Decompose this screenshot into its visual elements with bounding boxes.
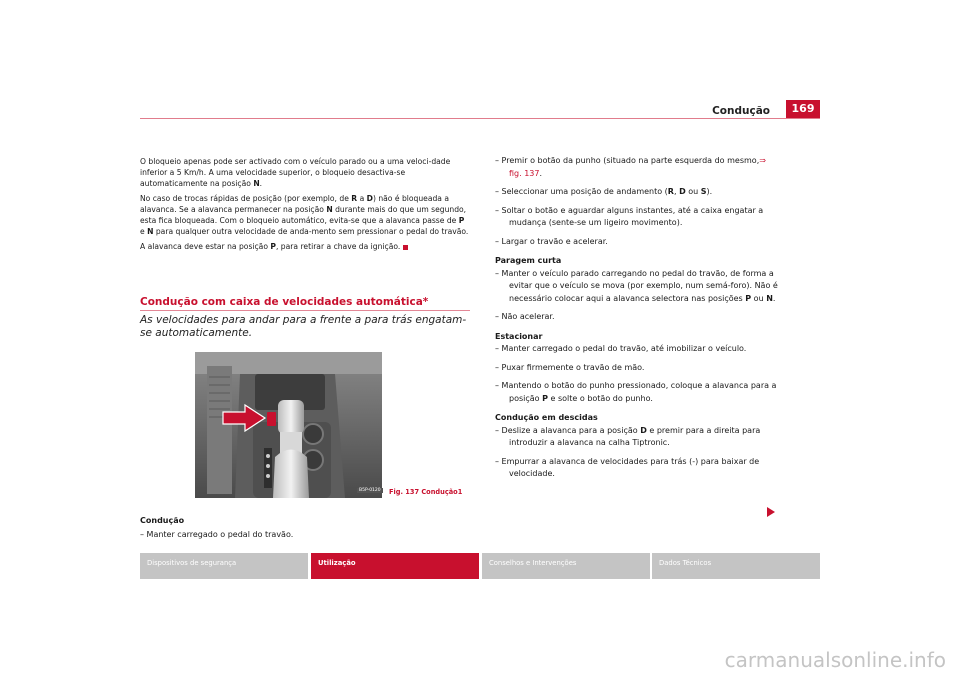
section-divider [140, 310, 470, 311]
pg1ou: ou [751, 293, 767, 303]
rs1a: – Premir o botão da punho (situado na parte esquerda do mesmo, [495, 156, 760, 165]
rs2s1: , [673, 187, 680, 196]
page-number: 169 [786, 100, 820, 118]
tab-utilizacao[interactable]: Utilização [311, 553, 479, 579]
p2n2: N [147, 227, 154, 236]
gear-lever-illustration [195, 352, 382, 498]
section-intro: As velocidades para andar para a frente a para trás engatam-se automaticamente. [140, 314, 467, 339]
p3p: P [270, 242, 276, 251]
rs2s: S [700, 187, 707, 196]
watermark: carmanualsonline.info [724, 648, 946, 672]
descidas-step-2: – Empurrar a alavanca de velocidades para trás (-) para baixar de velocidade. [495, 456, 760, 478]
right-step-4: – Largar o travão e acelerar. [495, 236, 608, 246]
d1b: e premir para a direita para introduzir a alavanca na calha Tiptronic. [509, 425, 761, 447]
left-step-1: – Manter carregado o pedal do travão. [140, 530, 294, 539]
right-step-3: – Soltar o botão e aguardar alguns instantes, até a caixa engatar a mudança (sente-se um ligeiro movimento). [495, 205, 764, 227]
subheading-conducao: Condução [140, 516, 185, 525]
rs2ou: ou [685, 187, 701, 196]
section-heading: Condução com caixa de velocidades automática* [140, 296, 429, 308]
end-of-section-marker [403, 245, 408, 250]
p2f: e [140, 227, 148, 236]
figure-code: B5P-0120 [359, 488, 381, 493]
paragraph-2 [140, 193, 470, 237]
heading-conducao-descidas: Condução em descidas [495, 413, 598, 422]
estacionar-step-1: – Manter carregado o pedal do travão, até imobilizar o veículo. [495, 344, 747, 353]
paragem-step-2: – Não acelerar. [495, 312, 555, 321]
rs2r: R [667, 187, 674, 196]
p2g: para qualquer outra velocidade de anda-mento sem pressionar o pedal do travão. [153, 227, 469, 236]
para1-bold: N [253, 179, 260, 188]
paragem-step-1 [495, 268, 780, 306]
estacionar-step-3 [495, 380, 780, 405]
rs2b: ). [706, 187, 713, 196]
heading-paragem-curta: Paragem curta [495, 256, 562, 265]
page-title: Condução [712, 105, 770, 117]
paragraph-1: O bloqueio apenas pode ser activado com o veículo parado ou a uma veloci-dade inferior a 5 Km/h. A uma velocidade superior, o bloqueio desactiva-se automaticamente na posição N. [140, 157, 451, 188]
right-step-2 [495, 186, 780, 199]
p2b: a [357, 194, 367, 203]
rs2a: – Seleccionar uma posição de andamento ( [495, 187, 668, 196]
tab-dados-tecnicos[interactable]: Dados Técnicos [652, 553, 820, 579]
e3a: – Mantendo o botão do punho pressionado, coloque a alavanca para a posição [495, 381, 777, 403]
heading-estacionar: Estacionar [495, 331, 543, 341]
p3b: , para retirar a chave da ignição. [275, 242, 401, 251]
d1a: – Deslize a alavanca para a posição [495, 425, 641, 435]
right-column [495, 155, 780, 481]
tab-dispositivos-seguranca[interactable]: Dispositivos de segurança [140, 553, 308, 579]
e3b: e solte o botão do punho. [547, 393, 653, 403]
pg1n: N [766, 293, 773, 303]
paragraph-3 [140, 241, 470, 252]
right-step-1 [495, 155, 780, 180]
figure-caption: Fig. 137 Condução1 [389, 488, 463, 496]
header-divider [140, 118, 820, 119]
estacionar-step-2: – Puxar firmemente o travão de mão. [495, 362, 645, 372]
figure-gear-lever-photo [195, 352, 382, 498]
next-page-arrow-icon[interactable] [767, 507, 775, 517]
p2d: D [366, 194, 373, 203]
d1d: D [640, 425, 647, 435]
p2c: ) não é bloqueada a alavanca. Se a alavanca permanecer na posição [140, 194, 450, 214]
intro-text-block [140, 156, 470, 256]
rs1b: . [539, 168, 543, 178]
e3p: P [542, 393, 548, 403]
p2p: P [458, 216, 465, 225]
para1-text: O bloqueio apenas pode ser activado com o veículo parado ou a uma veloci-dade inferior a 5 Km/h. A uma velocidade superior, o bloqueio desactiva-se automaticamente na posição [140, 157, 451, 188]
pg1: – Manter o veículo parado carregando no pedal do travão, de forma a evitar que o veículo se mova (por exemplo, num semá-foro). Não é necessário colocar aqui a alavanca selectora nas posições [495, 268, 778, 303]
pg1end: . [772, 293, 776, 303]
p2e: durante mais do que um segundo, esta fica bloqueada. Com o bloqueio automático, evita-se que a alavanca passe de [140, 205, 467, 225]
fig-reference-link[interactable]: ⇒ fig. 137 [509, 156, 766, 178]
rs2d: D [679, 187, 686, 196]
p3a: A alavanca deve estar na posição [140, 242, 271, 251]
p2r: R [351, 194, 358, 203]
descidas-step-1 [495, 425, 780, 450]
p2a: No caso de trocas rápidas de posição (por exemplo, de [140, 194, 352, 203]
tab-conselhos-intervencoes[interactable]: Conselhos e Intervenções [482, 553, 650, 579]
pg1p: P [745, 293, 752, 303]
p2n: N [326, 205, 333, 214]
